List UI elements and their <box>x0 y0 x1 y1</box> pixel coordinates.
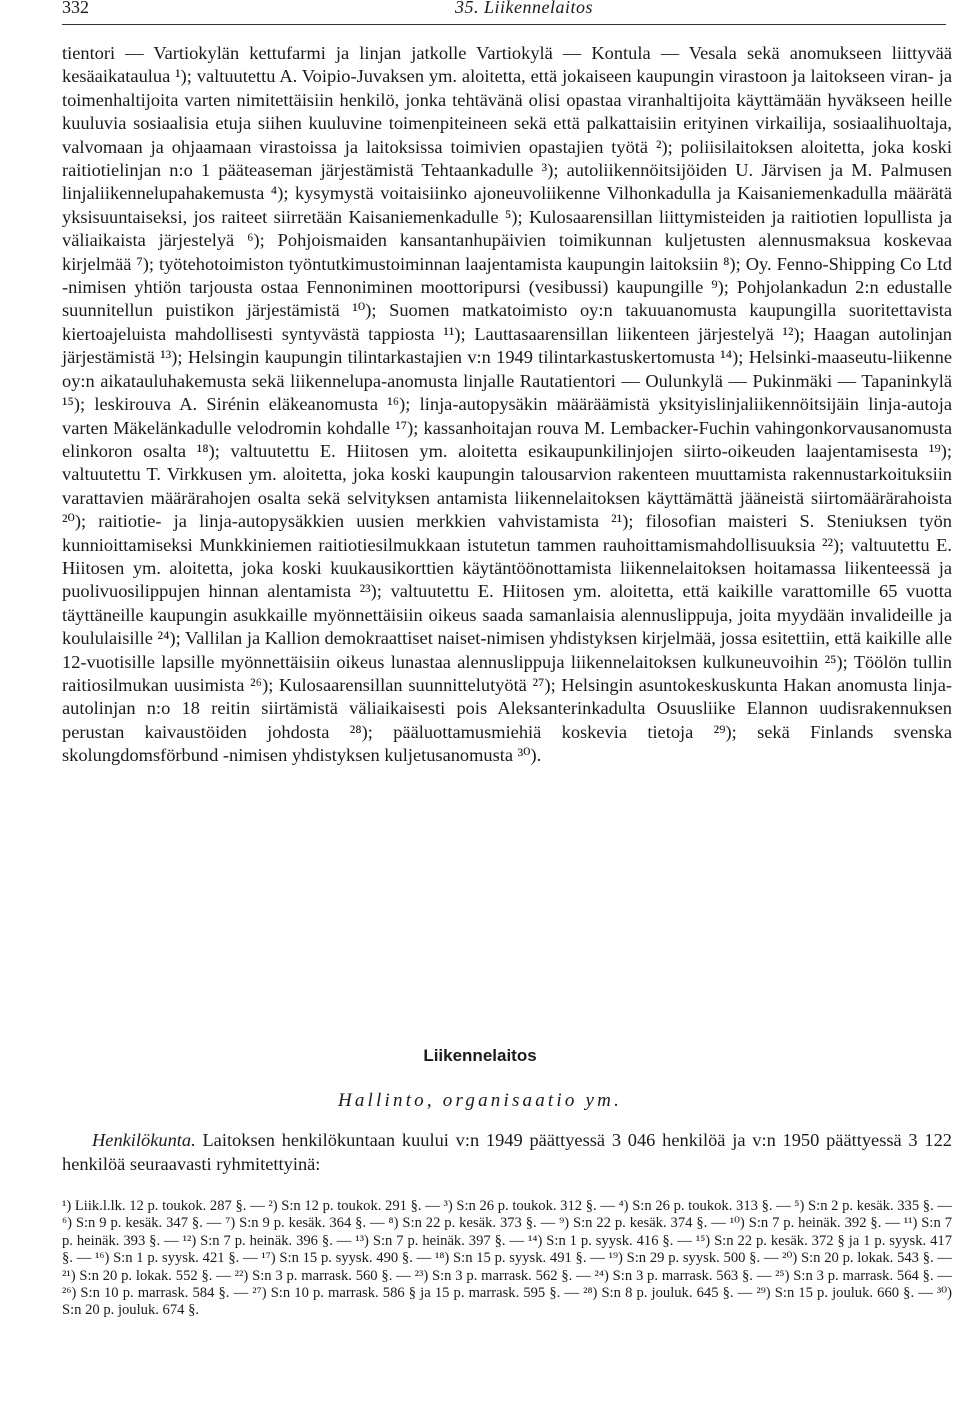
footnotes-text: ¹) Liik.l.lk. 12 p. toukok. 287 §. — ²) S:n 12 p. toukok. 291 §. — ³) S:n 26 p. toukok. 312 §. — ⁴) S:n 26 p. toukok. 313 §. — ⁵) S:n 2 p. kesäk. 335 §. — ⁶) S:n 9 p. kesäk. 347 §. — ⁷) S:n 9 p. kesäk. 364 §. — ⁸) S:n 22 p. kesäk. 373 §. — ⁹) S:n 22 p. kesäk. 374 §. — ¹⁰) S:n 7 p. heinäk. 392 §. — ¹¹) S:n 7 p. heinäk. 393 §. — ¹²) S:n 7 p. heinäk. 396 §. — ¹³) S:n 7 p. heinäk. 397 §. — ¹⁴) S:n 1 p. syysk. 416 §. — ¹⁵) S:n 22 p. kesäk. 372 § ja 1 p. syysk. 417 §. — ¹⁶) S:n 1 p. syysk. 421 §. — ¹⁷) S:n 15 p. syysk. 490 §. — ¹⁸) S:n 15 p. syysk. 491 §. — ¹⁹) S:n 29 p. syysk. 500 §. — ²⁰) S:n 20 p. lokak. 543 §. — ²¹) S:n 20 p. lokak. 552 §. — ²²) S:n 3 p. marrask. 560 §. — ²³) S:n 3 p. marrask. 562 §. — ²⁴) S:n 3 p. marrask. 563 §. — ²⁵) S:n 3 p. marrask. 564 §. — ²⁶) S:n 10 p. marrask. 584 §. — ²⁷) S:n 10 p. marrask. 586 § ja 15 p. marrask. 595 §. — ²⁸) S:n 8 p. jouluk. 645 §. — ²⁹) S:n 15 p. jouluk. 660 §. — ³⁰) S:n 20 p. jouluk. 674 §. <box>62 1198 952 1319</box>
running-title: 35. Liikennelaitos <box>455 0 593 17</box>
intro-paragraph <box>62 1128 952 1176</box>
main-text <box>62 42 952 768</box>
section-subheading: Hallinto, organisaatio ym. <box>337 1090 623 1111</box>
body-paragraph: tientori — Vartiokylän kettufarmi ja linjan jatkolle Vartiokylä — Kontula — Vesala sekä anomukseen liittyvää kesäaikataulua ¹); valtuutettu A. Voipio-Juvaksen ym. aloitetta, että jokaiseen kaupungin virastoon ja laitokseen viran- ja toimenhaltijoita varten nimitettäisiin henkilö, jonka tehtävänä olisi opastaa viranhaltijoita käyttämään hyväkseen heille kuuluvia sosiaalisia etuja siihen kuuluvine toimenpiteineen sekä että palkattaisiin erityinen virkailija, sosiaalihuoltaja, valvomaan ja ohjaamaan virastoissa ja laitoksissa toimivien opastajien työtä ²); poliisilaitoksen aloitetta, joka koski raitiotielinjan n:o 1 pääteaseman järjestämistä Tehtaankadulle ³); autoliikennöitsijöiden U. Järvisen ja M. Palmusen linjaliikennelupahakemusta ⁴); kysymystä voitaisiinko ajoneuvoliikenne Vilhonkadulla ja Kaisaniemenkadulla määrätä yksisuuntaiseksi, jos raiteet siirretään Kaisaniemenkadulle ⁵); Kulosaarensillan liittymisteiden ja raitiotien lopullista ja väliaikaista järjestelyä ⁶); Pohjoismaiden kansantanhupäivien toimikunnan kuljetusten alennusmaksua koskevaa kirjelmää ⁷); työtehotoimiston työntutkimustoiminnan laajentamista kaupungin laitoksiin ⁸); Oy. Fenno-Shipping Co Ltd -nimisen yhtiön tarjousta ostaa Fennoniminen moottoripursi (vesibussi) kaupungille ⁹); Pohjolankadun 2:n edustalle suunnitellun puistikon järjestämistä ¹⁰); Suomen matkatoimisto oy:n takuuanomusta kaupungilla suoritettavista kiertoajeluista mahdollisesti syntyvästä tappiosta ¹¹); Lauttasaarensillan liikenteen järjestelyä ¹²); Haagan autolinjan järjestämistä ¹³); Helsingin kaupungin tilintarkastajien v:n 1949 tilintarkastuskertomusta ¹⁴); Helsinki-maaseutu-liikenne oy:n aikatauluhakemusta sekä liikennelupa-anomusta linjalle Rautatientori — Oulunkylä — Pukinmäki — Tapaninkylä ¹⁵); leskirouva A. Sirénin eläkeanomusta ¹⁶); linja-autopysäkin määräämistä yksityislinjaliikennöitsijäin linja-autoja varten Mäkelänkadulle velodromin kohdalle ¹⁷); kassanhoitajan rouva M. Lembacker-Fuchin vahingonkorvausanomusta elinkoron osalta ¹⁸); valtuutettu E. Hiitosen ym. aloitetta esikaupunkilinjojen siirto-oikeuden laajentamisesta ¹⁹); valtuutettu T. Virkkusen ym. aloitetta, joka koski kaupungin talousarvion rakenteen muuttamista rakennustarkoituksiin varattavien määrärahojen osalta sekä selvityksen antamista liikennelaitoksen käyttämättä jääneistä siirtomäärärahoista ²⁰); raitiotie- ja linja-autopysäkkien uusien merkkien vahvistamista ²¹); filosofian maisteri S. Steniuksen työn kunnioittamiseksi Munkkiniemen raitiotiesilmukkaan istutetun tammen rauhoittamismahdollisuuksia ²²); valtuutettu E. Hiitosen ym. aloitetta, joka koski kuukausikorttien käytäntöönottamista liikennelaitoksen hoitamassa liikenteessä ja puolivuosilippujen hinnan alentamista ²³); valtuutettu E. Hiitosen ym. aloitetta, että kaikille varattomille 65 vuotta täyttäneille kaupungin asukkaille myönnettäisiin oikeus saada samanlaisia alennuslippuja, joita myydään invalideille ja koululaisille ²⁴); Vallilan ja Kallion demokraattiset naiset-nimisen yhdistyksen kirjelmää, jossa esitettiin, että kaikille alle 12-vuotisille lapsille myönnettäisiin oikeus lunastaa alennuslippuja liikennelaitoksen kulkuneuvoihin ²⁵); Töölön tullin raitiosilmukan uusimista ²⁶); Kulosaarensillan suunnittelutyötä ²⁷); Helsingin asuntokeskuskunta Hakan anomusta linja-autolinjan n:o 18 reitin siirtämistä väliaikaisesti pois Aleksanterinkadulta Osuusliike Elannon uudisrakennuksen perustan kaivaustöiden johdosta ²⁸); pääluottamusmiehiä koskevia tietoja ²⁹); sekä Finlands svenska skolungdomsförbund -nimisen yhdistyksen kuljetusanomusta ³⁰). <box>62 43 952 766</box>
intro-lead: Henkilökunta. <box>92 1130 196 1150</box>
section-heading: Liikennelaitos <box>423 1046 537 1065</box>
header-rule <box>62 24 946 25</box>
page-header <box>62 0 946 22</box>
intro-text: Laitoksen henkilökuntaan kuului v:n 1949 päättyessä 3 046 henkilöä ja v:n 1950 päättyessä 3 122 henkilöä seuraavasti ryhmitettyinä: <box>62 1130 952 1174</box>
page-number: 332 <box>62 0 89 17</box>
footnotes <box>62 1198 952 1320</box>
